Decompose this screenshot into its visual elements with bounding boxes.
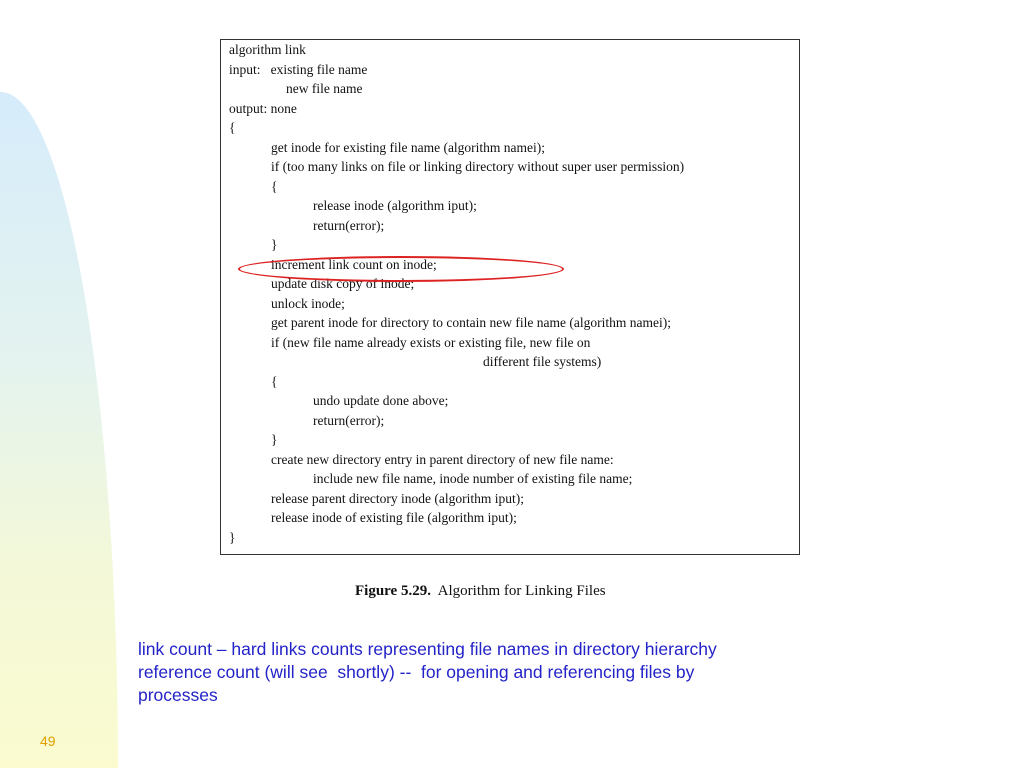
code-line: create new directory entry in parent directory of new file name: <box>271 451 614 467</box>
code-line-highlighted: increment link count on inode; <box>271 256 437 272</box>
algorithm-figure <box>220 39 800 555</box>
code-line: undo update done above; <box>313 393 449 408</box>
code-line: } <box>271 237 278 252</box>
code-line: { <box>229 120 236 135</box>
caption-text: Algorithm for Linking Files <box>437 583 606 599</box>
code-line: output: none <box>229 100 297 116</box>
code-line: { <box>271 178 278 194</box>
code-line: if (new file name already exists or existing file, new file on <box>271 334 591 350</box>
page-number: 49 <box>40 733 56 749</box>
code-line: get inode for existing file name (algorithm namei); <box>271 139 546 155</box>
code-line: get parent inode for directory to contain new file name (algorithm namei); <box>271 315 671 330</box>
caption-number: Figure 5.29. <box>355 583 431 599</box>
code-line: include new file name, inode number of existing file name; <box>313 471 633 486</box>
note-line: link count – hard links counts representing file names in directory hierarchy <box>138 639 717 659</box>
notes-text <box>138 638 938 707</box>
code-line: } <box>271 432 278 447</box>
highlight-ellipse <box>238 256 564 282</box>
code-line: input: existing file name <box>229 61 368 77</box>
code-line: if (too many links on file or linking directory without super user permission) <box>271 159 685 174</box>
code-line: { <box>271 373 278 389</box>
code-line: release parent directory inode (algorithm iput); <box>271 490 525 506</box>
code-line: algorithm link <box>229 42 306 57</box>
code-line: } <box>229 529 236 545</box>
figure-caption <box>355 583 606 600</box>
code-line: release inode (algorithm iput); <box>313 198 477 213</box>
code-listing <box>229 42 684 549</box>
note-line: reference count (will see shortly) -- for opening and referencing files by <box>138 662 695 682</box>
code-line: new file name <box>286 81 363 96</box>
code-line: different file systems) <box>483 354 602 369</box>
code-line: return(error); <box>313 412 385 428</box>
code-line: release inode of existing file (algorithm iput); <box>271 510 517 525</box>
note-line: processes <box>138 685 218 705</box>
code-line: update disk copy of inode; <box>271 276 415 291</box>
code-line: unlock inode; <box>271 295 345 311</box>
side-gradient-decoration <box>0 92 118 768</box>
code-line: return(error); <box>313 217 385 233</box>
